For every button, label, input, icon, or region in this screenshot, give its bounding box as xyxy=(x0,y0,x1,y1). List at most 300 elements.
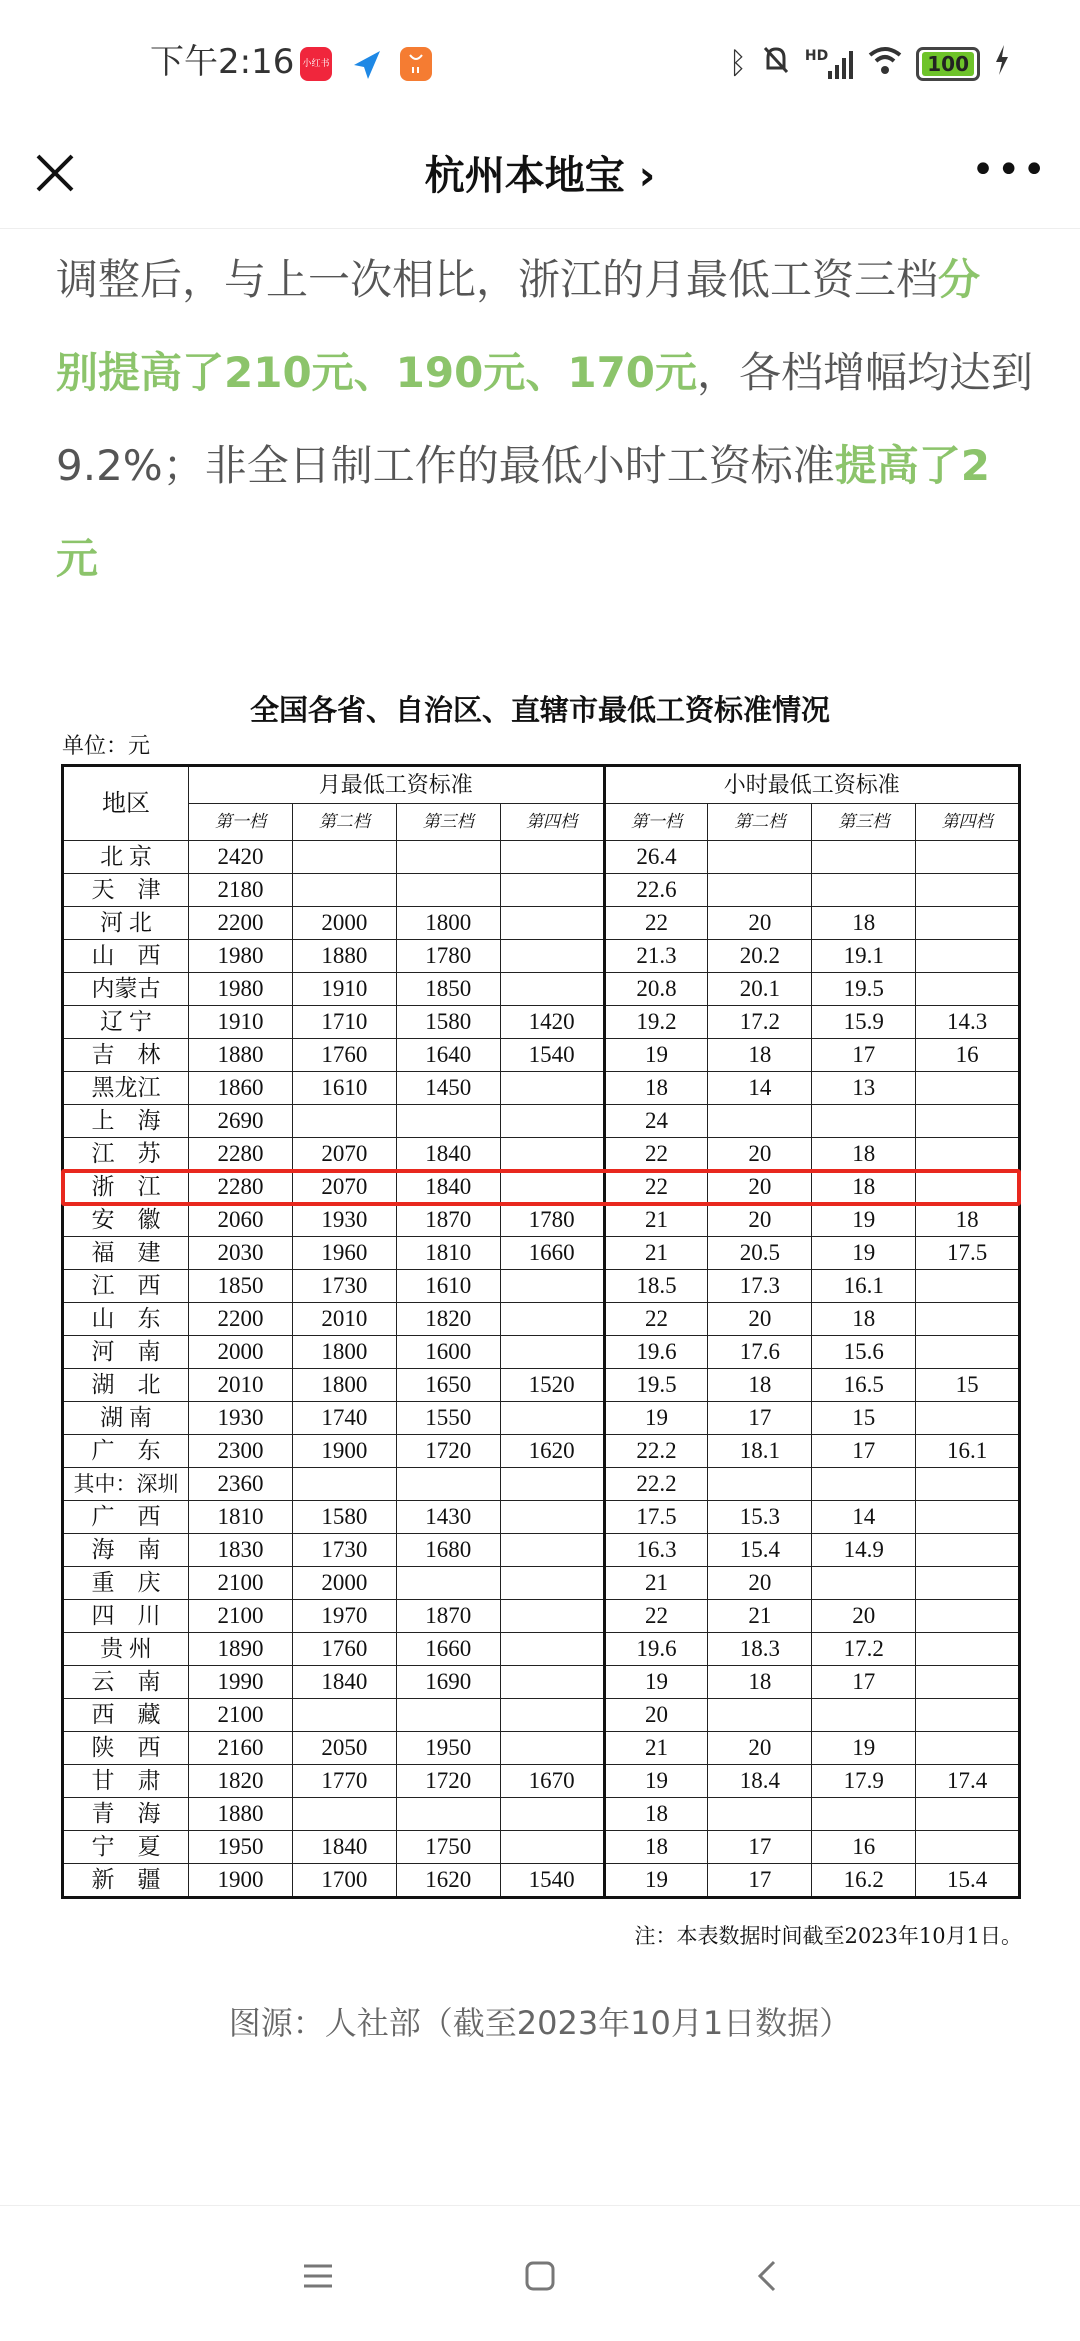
region-cell: 江 苏 xyxy=(63,1138,189,1171)
value-cell xyxy=(500,1270,604,1303)
value-cell: 22 xyxy=(604,1600,708,1633)
table-row xyxy=(63,1171,1020,1204)
tier-header: 第二档 xyxy=(292,804,396,841)
value-cell xyxy=(500,1072,604,1105)
hd-label: HD xyxy=(804,48,829,64)
value-cell xyxy=(500,1336,604,1369)
value-cell xyxy=(708,1105,812,1138)
value-cell: 1840 xyxy=(292,1666,396,1699)
value-cell: 14.3 xyxy=(916,1006,1020,1039)
value-cell: 1420 xyxy=(500,1006,604,1039)
region-cell: 陕 西 xyxy=(63,1732,189,1765)
battery-level: 100 xyxy=(922,52,974,76)
value-cell: 1830 xyxy=(189,1534,293,1567)
value-cell xyxy=(812,1567,916,1600)
value-cell: 22 xyxy=(604,1303,708,1336)
table-row xyxy=(63,1600,1020,1633)
value-cell: 21 xyxy=(708,1600,812,1633)
value-cell: 1650 xyxy=(396,1369,500,1402)
value-cell xyxy=(500,1138,604,1171)
region-cell: 宁 夏 xyxy=(63,1831,189,1864)
value-cell xyxy=(708,1798,812,1831)
value-cell xyxy=(812,1468,916,1501)
value-cell: 1540 xyxy=(500,1864,604,1898)
status-bar xyxy=(0,0,1080,130)
value-cell: 1540 xyxy=(500,1039,604,1072)
tier-header: 第四档 xyxy=(500,804,604,841)
value-cell: 1880 xyxy=(189,1039,293,1072)
table-row xyxy=(63,1105,1020,1138)
table-figure xyxy=(0,690,1080,2045)
value-cell: 2000 xyxy=(292,1567,396,1600)
value-cell: 20.2 xyxy=(708,940,812,973)
value-cell: 15.3 xyxy=(708,1501,812,1534)
value-cell: 2200 xyxy=(189,907,293,940)
close-icon[interactable] xyxy=(30,148,80,198)
value-cell xyxy=(396,1798,500,1831)
value-cell: 21 xyxy=(604,1567,708,1600)
table-row xyxy=(63,1039,1020,1072)
value-cell: 1890 xyxy=(189,1633,293,1666)
table-row xyxy=(63,1633,1020,1666)
value-cell xyxy=(292,874,396,907)
value-cell: 1810 xyxy=(189,1501,293,1534)
value-cell: 1850 xyxy=(189,1270,293,1303)
region-cell: 天 津 xyxy=(63,874,189,907)
value-cell xyxy=(292,1699,396,1732)
region-cell: 安 徽 xyxy=(63,1204,189,1237)
value-cell: 17.2 xyxy=(708,1006,812,1039)
value-cell: 1720 xyxy=(396,1765,500,1798)
value-cell: 18.5 xyxy=(604,1270,708,1303)
value-cell: 20 xyxy=(708,1171,812,1204)
value-cell: 2100 xyxy=(189,1600,293,1633)
value-cell xyxy=(916,1402,1020,1435)
value-cell xyxy=(916,1633,1020,1666)
value-cell: 1600 xyxy=(396,1336,500,1369)
region-cell: 四 川 xyxy=(63,1600,189,1633)
value-cell xyxy=(500,1633,604,1666)
value-cell xyxy=(500,1567,604,1600)
mute-bell-icon xyxy=(761,44,791,84)
value-cell: 15 xyxy=(812,1402,916,1435)
value-cell: 17.3 xyxy=(708,1270,812,1303)
value-cell xyxy=(500,1798,604,1831)
value-cell: 1870 xyxy=(396,1204,500,1237)
region-cell: 吉 林 xyxy=(63,1039,189,1072)
value-cell: 20 xyxy=(708,1204,812,1237)
region-cell: 广 东 xyxy=(63,1435,189,1468)
value-cell: 1610 xyxy=(396,1270,500,1303)
value-cell: 1910 xyxy=(292,973,396,1006)
value-cell: 1840 xyxy=(292,1831,396,1864)
value-cell xyxy=(396,1699,500,1732)
value-cell: 20 xyxy=(812,1600,916,1633)
table-row xyxy=(63,1006,1020,1039)
region-cell: 广 西 xyxy=(63,1501,189,1534)
value-cell xyxy=(292,841,396,874)
table-row xyxy=(63,973,1020,1006)
region-cell: 湖 南 xyxy=(63,1402,189,1435)
value-cell xyxy=(916,1600,1020,1633)
value-cell xyxy=(916,1567,1020,1600)
value-cell xyxy=(916,1798,1020,1831)
tier-header: 第三档 xyxy=(396,804,500,841)
value-cell: 2060 xyxy=(189,1204,293,1237)
value-cell xyxy=(916,1072,1020,1105)
value-cell xyxy=(500,1303,604,1336)
value-cell: 16 xyxy=(916,1039,1020,1072)
value-cell xyxy=(500,973,604,1006)
value-cell: 2050 xyxy=(292,1732,396,1765)
value-cell xyxy=(916,1270,1020,1303)
value-cell: 21 xyxy=(604,1732,708,1765)
value-cell: 1820 xyxy=(396,1303,500,1336)
mi-store-icon xyxy=(400,47,432,81)
value-cell: 1990 xyxy=(189,1666,293,1699)
value-cell: 20.5 xyxy=(708,1237,812,1270)
region-cell: 青 海 xyxy=(63,1798,189,1831)
value-cell: 18.3 xyxy=(708,1633,812,1666)
paragraph-line xyxy=(56,426,1056,519)
value-cell xyxy=(500,1402,604,1435)
value-cell: 1760 xyxy=(292,1633,396,1666)
value-cell: 16.1 xyxy=(812,1270,916,1303)
table-row xyxy=(63,1501,1020,1534)
image-caption: 图源：人社部（截至2023年10月1日数据） xyxy=(228,2004,852,2042)
value-cell: 1610 xyxy=(292,1072,396,1105)
value-cell: 1860 xyxy=(189,1072,293,1105)
value-cell: 1980 xyxy=(189,940,293,973)
table-row xyxy=(63,1567,1020,1600)
table-note: 注：本表数据时间截至2023年10月1日。 xyxy=(634,1924,1022,1948)
value-cell xyxy=(500,841,604,874)
value-cell: 2100 xyxy=(189,1567,293,1600)
value-cell: 2280 xyxy=(189,1171,293,1204)
table-row xyxy=(63,1303,1020,1336)
value-cell xyxy=(916,1732,1020,1765)
value-cell xyxy=(500,907,604,940)
value-cell: 19 xyxy=(812,1204,916,1237)
value-cell xyxy=(812,841,916,874)
value-cell xyxy=(708,841,812,874)
value-cell: 1900 xyxy=(189,1864,293,1898)
value-cell xyxy=(708,1468,812,1501)
value-cell: 1930 xyxy=(292,1204,396,1237)
value-cell: 20.8 xyxy=(604,973,708,1006)
value-cell: 20 xyxy=(708,1732,812,1765)
bluetooth-icon: ᛒ xyxy=(728,46,747,81)
value-cell: 2160 xyxy=(189,1732,293,1765)
value-cell xyxy=(396,874,500,907)
value-cell: 2010 xyxy=(189,1369,293,1402)
region-header: 地区 xyxy=(63,766,189,841)
value-cell: 16.1 xyxy=(916,1435,1020,1468)
value-cell: 20 xyxy=(708,1567,812,1600)
value-cell: 19 xyxy=(812,1237,916,1270)
value-cell xyxy=(812,1699,916,1732)
paragraph-text: 9.2%；非全日制工作的最低小时工资标准 xyxy=(56,441,835,490)
value-cell: 2420 xyxy=(189,841,293,874)
region-cell: 北 京 xyxy=(63,841,189,874)
value-cell: 1640 xyxy=(396,1039,500,1072)
table-row xyxy=(63,841,1020,874)
value-cell: 1900 xyxy=(292,1435,396,1468)
value-cell: 15.6 xyxy=(812,1336,916,1369)
value-cell: 17 xyxy=(708,1864,812,1898)
value-cell: 18 xyxy=(604,1798,708,1831)
value-cell: 15.9 xyxy=(812,1006,916,1039)
value-cell xyxy=(500,1171,604,1204)
value-cell: 1710 xyxy=(292,1006,396,1039)
value-cell: 1880 xyxy=(189,1798,293,1831)
value-cell xyxy=(708,1699,812,1732)
paragraph-line xyxy=(56,240,1056,333)
value-cell: 1620 xyxy=(396,1864,500,1898)
value-cell: 19 xyxy=(604,1666,708,1699)
value-cell: 1910 xyxy=(189,1006,293,1039)
min-wage-table xyxy=(61,764,1021,1899)
value-cell xyxy=(292,1468,396,1501)
value-cell: 14 xyxy=(708,1072,812,1105)
value-cell: 14.9 xyxy=(812,1534,916,1567)
value-cell: 1520 xyxy=(500,1369,604,1402)
value-cell: 17 xyxy=(812,1435,916,1468)
table-title: 全国各省、自治区、直辖市最低工资标准情况 xyxy=(249,693,830,727)
value-cell: 17.2 xyxy=(812,1633,916,1666)
value-cell: 17.5 xyxy=(604,1501,708,1534)
value-cell xyxy=(916,907,1020,940)
value-cell: 1850 xyxy=(396,973,500,1006)
account-title[interactable]: 杭州本地宝 › xyxy=(424,153,656,199)
value-cell: 1950 xyxy=(396,1732,500,1765)
value-cell: 17.4 xyxy=(916,1765,1020,1798)
table-unit: 单位：元 xyxy=(62,734,151,759)
xiaohongshu-icon: 小红书 xyxy=(300,47,332,81)
value-cell: 18 xyxy=(708,1039,812,1072)
value-cell: 1620 xyxy=(500,1435,604,1468)
paragraph-line xyxy=(56,519,1056,612)
value-cell: 18 xyxy=(708,1369,812,1402)
value-cell: 1550 xyxy=(396,1402,500,1435)
region-cell: 重 庆 xyxy=(63,1567,189,1600)
value-cell: 18 xyxy=(604,1072,708,1105)
value-cell xyxy=(916,1138,1020,1171)
table-row xyxy=(63,1336,1020,1369)
region-cell: 西 藏 xyxy=(63,1699,189,1732)
table-row xyxy=(63,1666,1020,1699)
value-cell xyxy=(500,1501,604,1534)
table-row xyxy=(63,1831,1020,1864)
value-cell xyxy=(500,1732,604,1765)
value-cell: 18.4 xyxy=(708,1765,812,1798)
value-cell: 17 xyxy=(708,1831,812,1864)
value-cell: 18 xyxy=(604,1831,708,1864)
value-cell xyxy=(916,1171,1020,1204)
value-cell: 2360 xyxy=(189,1468,293,1501)
table-row xyxy=(63,1435,1020,1468)
wifi-icon xyxy=(868,45,902,83)
value-cell: 21 xyxy=(604,1237,708,1270)
value-cell: 21.3 xyxy=(604,940,708,973)
value-cell: 2070 xyxy=(292,1171,396,1204)
tier-header: 第一档 xyxy=(189,804,293,841)
monthly-header: 月最低工资标准 xyxy=(189,766,605,804)
tier-header: 第二档 xyxy=(708,804,812,841)
value-cell: 22 xyxy=(604,1138,708,1171)
value-cell: 13 xyxy=(812,1072,916,1105)
value-cell: 17 xyxy=(708,1402,812,1435)
highlighted-text: 元 xyxy=(56,534,99,583)
value-cell: 15.4 xyxy=(916,1864,1020,1898)
table-row xyxy=(63,1468,1020,1501)
value-cell: 1450 xyxy=(396,1072,500,1105)
value-cell: 19 xyxy=(604,1039,708,1072)
value-cell: 1840 xyxy=(396,1171,500,1204)
value-cell: 19.6 xyxy=(604,1633,708,1666)
value-cell: 1720 xyxy=(396,1435,500,1468)
value-cell: 1780 xyxy=(500,1204,604,1237)
value-cell: 18 xyxy=(812,1138,916,1171)
value-cell: 18 xyxy=(708,1666,812,1699)
highlighted-text: 提高了2 xyxy=(834,441,990,490)
value-cell xyxy=(916,1699,1020,1732)
value-cell xyxy=(500,1831,604,1864)
menu-icon[interactable] xyxy=(298,2256,338,2296)
value-cell: 1970 xyxy=(292,1600,396,1633)
home-icon[interactable] xyxy=(520,2256,560,2296)
value-cell: 18 xyxy=(812,1171,916,1204)
table-row xyxy=(63,1237,1020,1270)
value-cell: 1780 xyxy=(396,940,500,973)
value-cell xyxy=(916,1336,1020,1369)
value-cell: 1700 xyxy=(292,1864,396,1898)
value-cell: 1730 xyxy=(292,1270,396,1303)
hourly-header: 小时最低工资标准 xyxy=(604,766,1020,804)
battery-icon xyxy=(916,47,980,81)
value-cell: 18 xyxy=(916,1204,1020,1237)
value-cell xyxy=(292,1798,396,1831)
value-cell: 1580 xyxy=(396,1006,500,1039)
value-cell: 26.4 xyxy=(604,841,708,874)
value-cell: 19.6 xyxy=(604,1336,708,1369)
value-cell: 22.2 xyxy=(604,1468,708,1501)
value-cell: 21 xyxy=(604,1204,708,1237)
value-cell xyxy=(916,973,1020,1006)
value-cell xyxy=(916,1831,1020,1864)
table-row xyxy=(63,1402,1020,1435)
value-cell: 1660 xyxy=(396,1633,500,1666)
value-cell: 15.4 xyxy=(708,1534,812,1567)
value-cell: 22 xyxy=(604,1171,708,1204)
value-cell xyxy=(916,1666,1020,1699)
value-cell: 24 xyxy=(604,1105,708,1138)
value-cell: 19 xyxy=(604,1864,708,1898)
table-row xyxy=(63,1369,1020,1402)
value-cell: 22.6 xyxy=(604,874,708,907)
value-cell: 17.5 xyxy=(916,1237,1020,1270)
value-cell: 14 xyxy=(812,1501,916,1534)
value-cell xyxy=(500,1600,604,1633)
table-row xyxy=(63,1864,1020,1898)
value-cell xyxy=(396,1468,500,1501)
system-nav-bar xyxy=(0,2205,1080,2341)
region-cell: 福 建 xyxy=(63,1237,189,1270)
value-cell: 1810 xyxy=(396,1237,500,1270)
value-cell: 22.2 xyxy=(604,1435,708,1468)
value-cell: 1660 xyxy=(500,1237,604,1270)
value-cell: 2180 xyxy=(189,874,293,907)
value-cell xyxy=(396,1567,500,1600)
value-cell xyxy=(812,874,916,907)
value-cell: 1800 xyxy=(396,907,500,940)
value-cell xyxy=(916,874,1020,907)
value-cell: 1980 xyxy=(189,973,293,1006)
value-cell: 19 xyxy=(604,1402,708,1435)
value-cell: 20 xyxy=(708,907,812,940)
region-cell: 辽 宁 xyxy=(63,1006,189,1039)
value-cell: 2030 xyxy=(189,1237,293,1270)
value-cell xyxy=(500,874,604,907)
value-cell: 1680 xyxy=(396,1534,500,1567)
tier-header: 第三档 xyxy=(812,804,916,841)
back-icon[interactable] xyxy=(748,2256,788,2296)
value-cell: 19.5 xyxy=(812,973,916,1006)
value-cell xyxy=(916,1501,1020,1534)
value-cell xyxy=(916,841,1020,874)
region-cell: 黑龙江 xyxy=(63,1072,189,1105)
table-row xyxy=(63,1732,1020,1765)
value-cell: 1730 xyxy=(292,1534,396,1567)
feishu-plane-icon xyxy=(350,47,382,81)
table-row xyxy=(63,907,1020,940)
region-cell: 河 北 xyxy=(63,907,189,940)
value-cell: 2280 xyxy=(189,1138,293,1171)
value-cell: 15 xyxy=(916,1369,1020,1402)
table-row xyxy=(63,1798,1020,1831)
value-cell: 1820 xyxy=(189,1765,293,1798)
region-cell: 上 海 xyxy=(63,1105,189,1138)
value-cell: 1840 xyxy=(396,1138,500,1171)
value-cell: 20.1 xyxy=(708,973,812,1006)
more-icon[interactable]: ••• xyxy=(971,147,1048,193)
charging-icon xyxy=(994,45,1010,83)
region-cell: 浙 江 xyxy=(63,1171,189,1204)
value-cell: 17 xyxy=(812,1039,916,1072)
value-cell xyxy=(916,940,1020,973)
region-cell: 贵 州 xyxy=(63,1633,189,1666)
value-cell: 2010 xyxy=(292,1303,396,1336)
value-cell xyxy=(500,1534,604,1567)
paragraph-text: ，各档增幅均达到 xyxy=(697,348,1034,397)
highlighted-text: 别提高了210元、190元、170元 xyxy=(56,348,698,397)
value-cell: 20 xyxy=(708,1303,812,1336)
value-cell xyxy=(396,841,500,874)
signal-icon xyxy=(805,49,854,79)
value-cell: 1950 xyxy=(189,1831,293,1864)
value-cell: 16.2 xyxy=(812,1864,916,1898)
table-row xyxy=(63,1699,1020,1732)
region-cell: 山 西 xyxy=(63,940,189,973)
value-cell: 1690 xyxy=(396,1666,500,1699)
value-cell: 22 xyxy=(604,907,708,940)
region-cell: 新 疆 xyxy=(63,1864,189,1898)
value-cell: 18 xyxy=(812,1303,916,1336)
value-cell xyxy=(812,1105,916,1138)
value-cell: 2690 xyxy=(189,1105,293,1138)
value-cell: 19 xyxy=(812,1732,916,1765)
region-cell: 江 西 xyxy=(63,1270,189,1303)
